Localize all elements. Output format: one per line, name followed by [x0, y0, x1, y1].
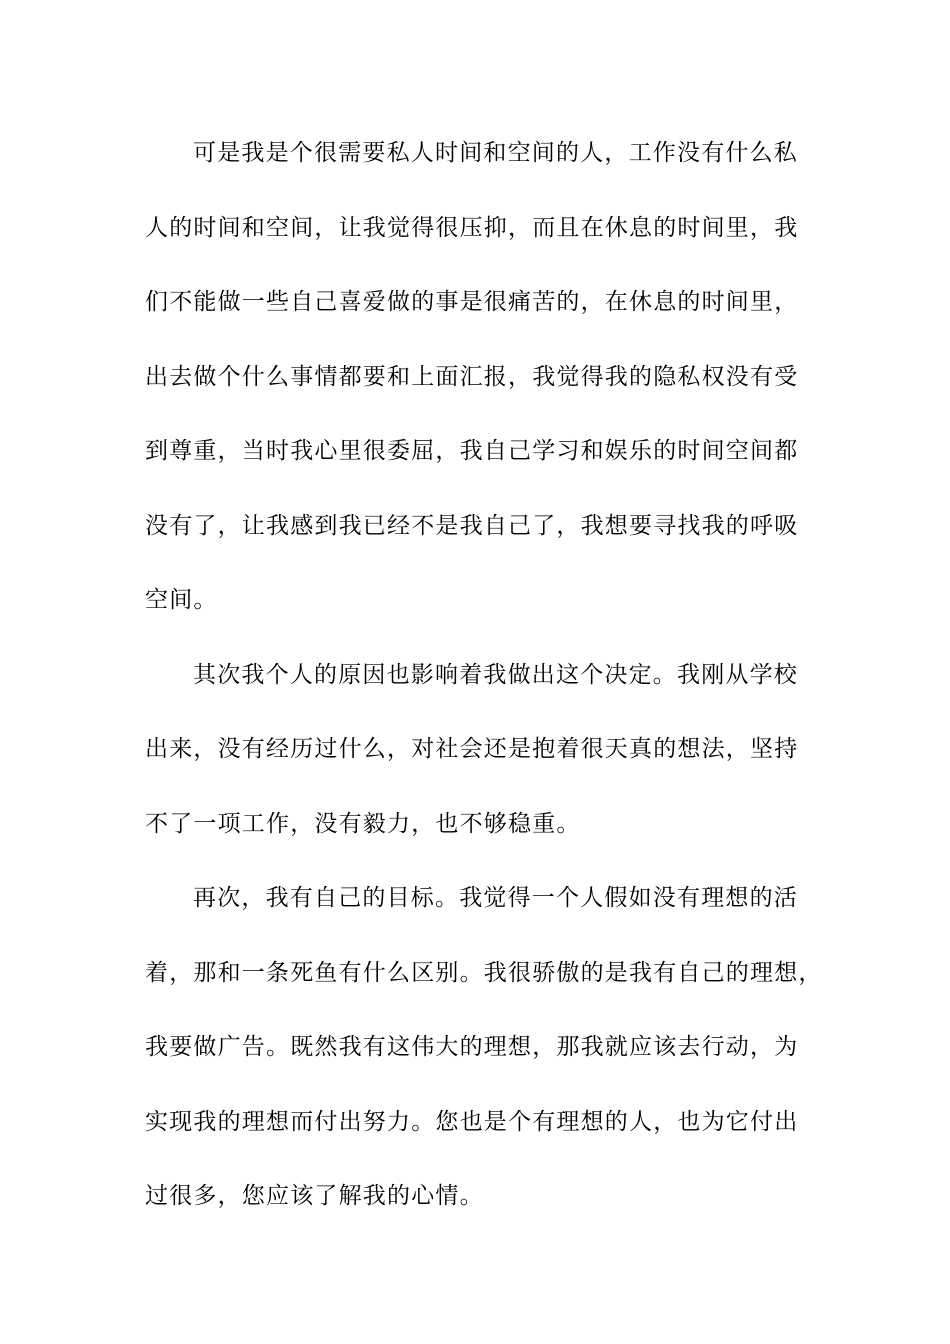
paragraph-2-line-3: 不了一项工作，没有毅力，也不够稳重。 [145, 810, 581, 837]
paragraph-1-line-1: 可是我是个很需要私人时间和空间的人，工作没有什么私 [193, 140, 798, 166]
paragraph-1-line-3: 们不能做一些自己喜爱做的事是很痛苦的，在休息的时间里， [145, 289, 799, 315]
paragraph-3-line-5: 过很多，您应该了解我的心情。 [145, 1183, 484, 1209]
document-body [145, 135, 823, 1253]
paragraph-1-line-7: 空间。 [145, 587, 218, 613]
paragraph-2-line-1: 其次我个人的原因也影响着我做出这个决定。我刚从学校 [193, 661, 798, 688]
paragraph-3-line-4: 实现我的理想而付出努力。您也是个有理想的人，也为它付出 [145, 1108, 799, 1135]
paragraph-3-line-1: 再次，我有自己的目标。我觉得一个人假如没有理想的活 [193, 885, 798, 911]
paragraph-3-line-3: 我要做广告。既然我有这伟大的理想，那我就应该去行动，为 [145, 1034, 799, 1060]
paragraph-1-line-4: 出去做个什么事情都要和上面汇报，我觉得我的隐私权没有受 [145, 363, 799, 390]
paragraph-2-line-2: 出来，没有经历过什么，对社会还是抱着很天真的想法，坚持 [145, 736, 799, 762]
paragraph-1-line-6: 没有了，让我感到我已经不是我自己了，我想要寻找我的呼吸 [145, 512, 799, 539]
paragraph-3-line-2: 着，那和一条死鱼有什么区别。我很骄傲的是我有自己的理想， [145, 959, 823, 986]
paragraph-1-line-5: 到尊重，当时我心里很委屈，我自己学习和娱乐的时间空间都 [145, 438, 799, 464]
paragraph-1-line-2: 人的时间和空间，让我觉得很压抑，而且在休息的时间里，我 [145, 214, 799, 241]
